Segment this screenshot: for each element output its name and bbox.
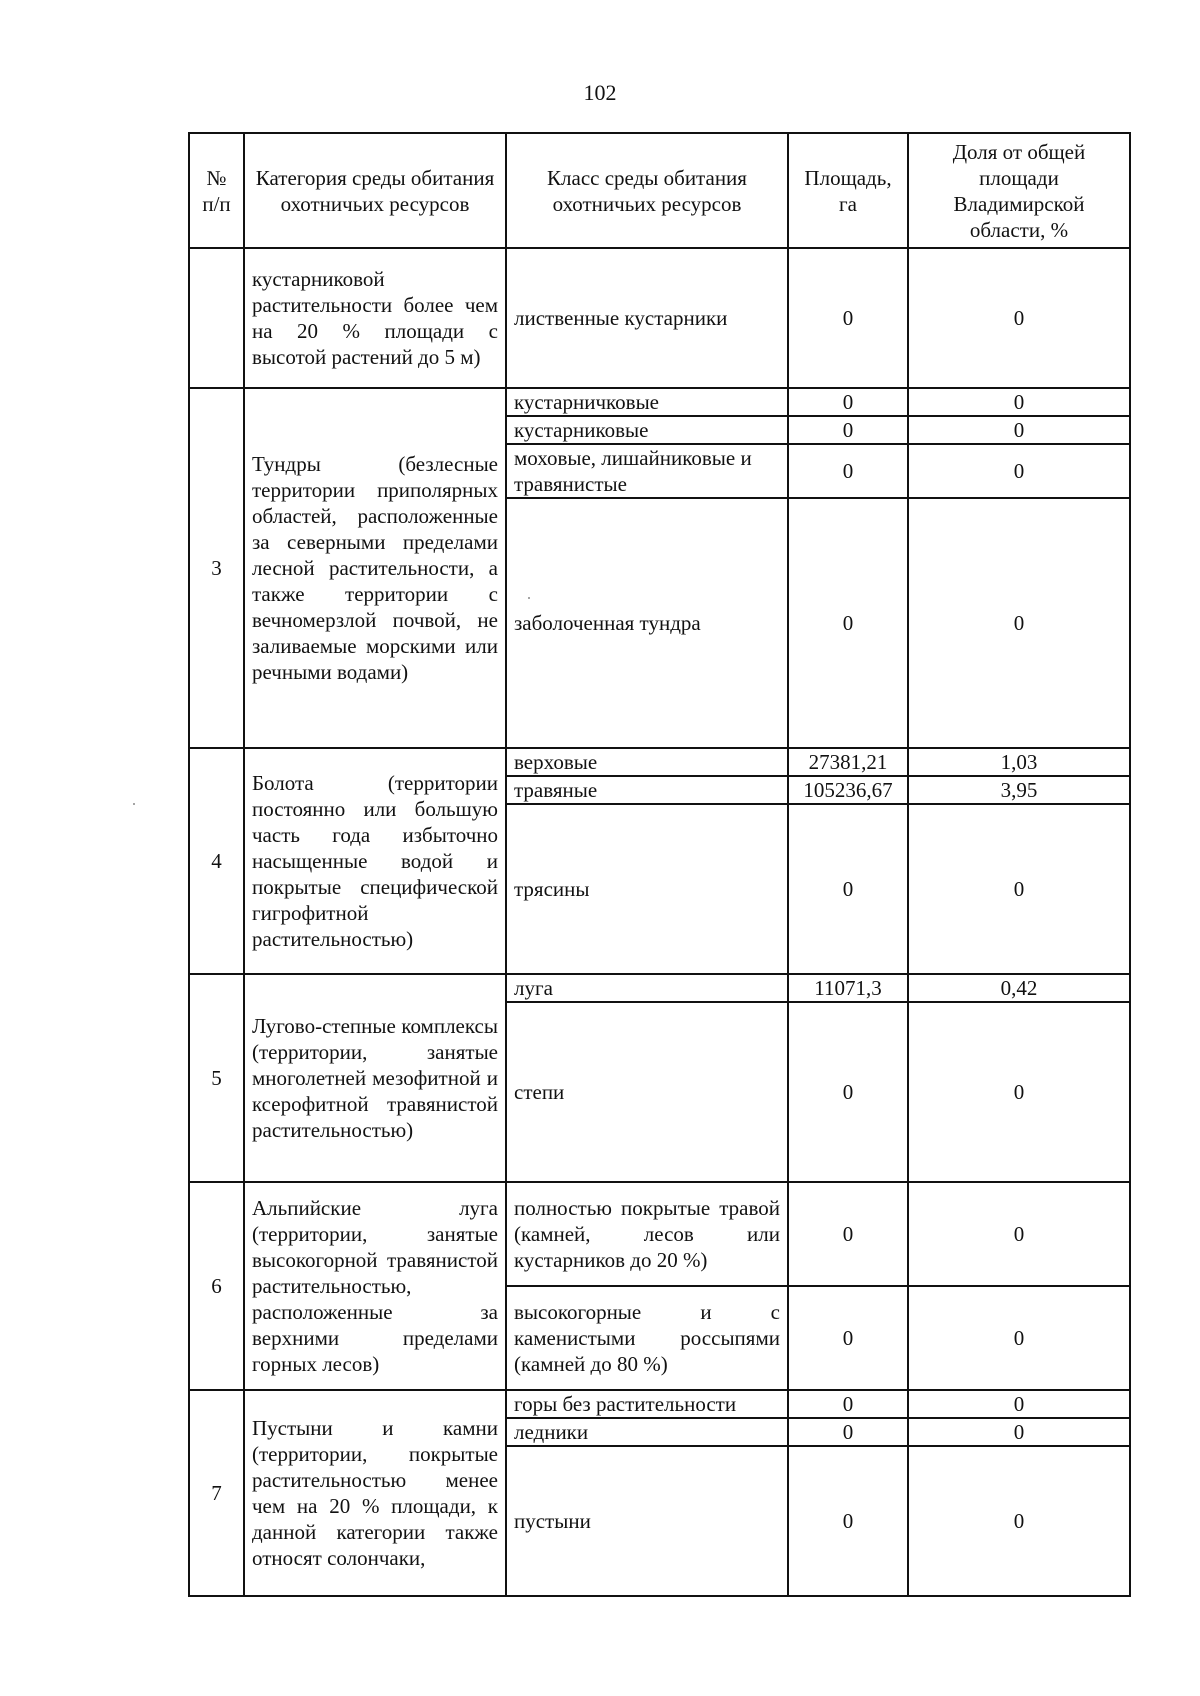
area-cell: 0: [788, 248, 908, 388]
area-cell: 11071,3: [788, 974, 908, 1002]
area-cell: 0: [788, 1446, 908, 1596]
area-cell: 0: [788, 1418, 908, 1446]
row-number-cell: [189, 248, 244, 388]
share-cell: 0: [908, 1446, 1130, 1596]
row-number-cell: 4: [189, 748, 244, 974]
category-cell: кустарниковой растительности более чем на 20 % площади с высотой растений до 5 м): [244, 248, 506, 388]
header-number: № п/п: [189, 133, 244, 248]
share-cell: 0: [908, 1002, 1130, 1182]
header-class: Класс среды обитания охотничьих ресурсов: [506, 133, 788, 248]
share-cell: 0: [908, 444, 1130, 498]
table-row: [189, 1390, 1130, 1418]
area-cell: 0: [788, 804, 908, 974]
class-cell: травяные: [506, 776, 788, 804]
class-cell: трясины: [506, 804, 788, 974]
class-cell: верховые: [506, 748, 788, 776]
area-cell: 0: [788, 416, 908, 444]
share-cell: 0: [908, 416, 1130, 444]
share-cell: 0: [908, 1418, 1130, 1446]
table-row: [189, 974, 1130, 1002]
share-cell: 0: [908, 388, 1130, 416]
class-cell: высокогорные и с каменистыми россыпями (камней до 80 %): [506, 1286, 788, 1390]
area-cell: 0: [788, 1390, 908, 1418]
table-row: [189, 1182, 1130, 1286]
class-cell: лиственные кустарники: [506, 248, 788, 388]
area-cell: 0: [788, 444, 908, 498]
class-cell: полностью покрытые травой (камней, лесов или кустарников до 20 %): [506, 1182, 788, 1286]
area-cell: 0: [788, 498, 908, 748]
area-cell: 0: [788, 1002, 908, 1182]
header-share: Доля от общей площади Владимирской области, %: [908, 133, 1130, 248]
area-cell: 0: [788, 388, 908, 416]
share-cell: 1,03: [908, 748, 1130, 776]
table-row: [189, 248, 1130, 388]
habitat-table: [188, 132, 1131, 1597]
area-cell: 27381,21: [788, 748, 908, 776]
scan-speck: [133, 803, 135, 805]
share-cell: 0: [908, 1182, 1130, 1286]
class-cell: заболоченная тундра: [506, 498, 788, 748]
share-cell: 0: [908, 804, 1130, 974]
page-number: 102: [583, 80, 617, 105]
category-cell: Лугово-степные комплексы (территории, занятые многолетней мезофитной и ксерофитной травянистой растительностью): [244, 974, 506, 1182]
category-cell: Тундры (безлесные территории приполярных областей, расположенные за северными пределами лесной растительности, а также территории с вечномерзлой почвой, не заливаемые морскими или речными водами): [244, 388, 506, 748]
category-cell: Пустыни и камни (территории, покрытые растительностью менее чем на 20 % площади, к данной категории также относят солончаки,: [244, 1390, 506, 1596]
share-cell: 0: [908, 1390, 1130, 1418]
class-cell: кустарничковые: [506, 388, 788, 416]
share-cell: 0: [908, 1286, 1130, 1390]
area-cell: 0: [788, 1182, 908, 1286]
area-cell: 105236,67: [788, 776, 908, 804]
row-number-cell: 7: [189, 1390, 244, 1596]
area-cell: 0: [788, 1286, 908, 1390]
category-cell: Болота (территории постоянно или большую часть года избыточно насыщенные водой и покрытые специфической гигрофитной растительностью): [244, 748, 506, 974]
table-row: [189, 388, 1130, 416]
class-cell: моховые, лишайниковые и травянистые: [506, 444, 788, 498]
share-cell: 3,95: [908, 776, 1130, 804]
category-cell: Альпийские луга (территории, занятые высокогорной травянистой растительностью, расположенные за верхними пределами горных лесов): [244, 1182, 506, 1390]
header-area: Площадь, га: [788, 133, 908, 248]
header-row: [189, 133, 1130, 248]
class-cell: горы без растительности: [506, 1390, 788, 1418]
row-number-cell: 6: [189, 1182, 244, 1390]
scan-speck: [528, 597, 530, 599]
class-cell: степи: [506, 1002, 788, 1182]
table-row: [189, 748, 1130, 776]
share-cell: 0,42: [908, 974, 1130, 1002]
class-cell: луга: [506, 974, 788, 1002]
class-cell: пустыни: [506, 1446, 788, 1596]
share-cell: 0: [908, 498, 1130, 748]
share-cell: 0: [908, 248, 1130, 388]
class-cell: ледники: [506, 1418, 788, 1446]
header-category: Категория среды обитания охотничьих ресурсов: [244, 133, 506, 248]
row-number-cell: 3: [189, 388, 244, 748]
class-cell: кустарниковые: [506, 416, 788, 444]
row-number-cell: 5: [189, 974, 244, 1182]
